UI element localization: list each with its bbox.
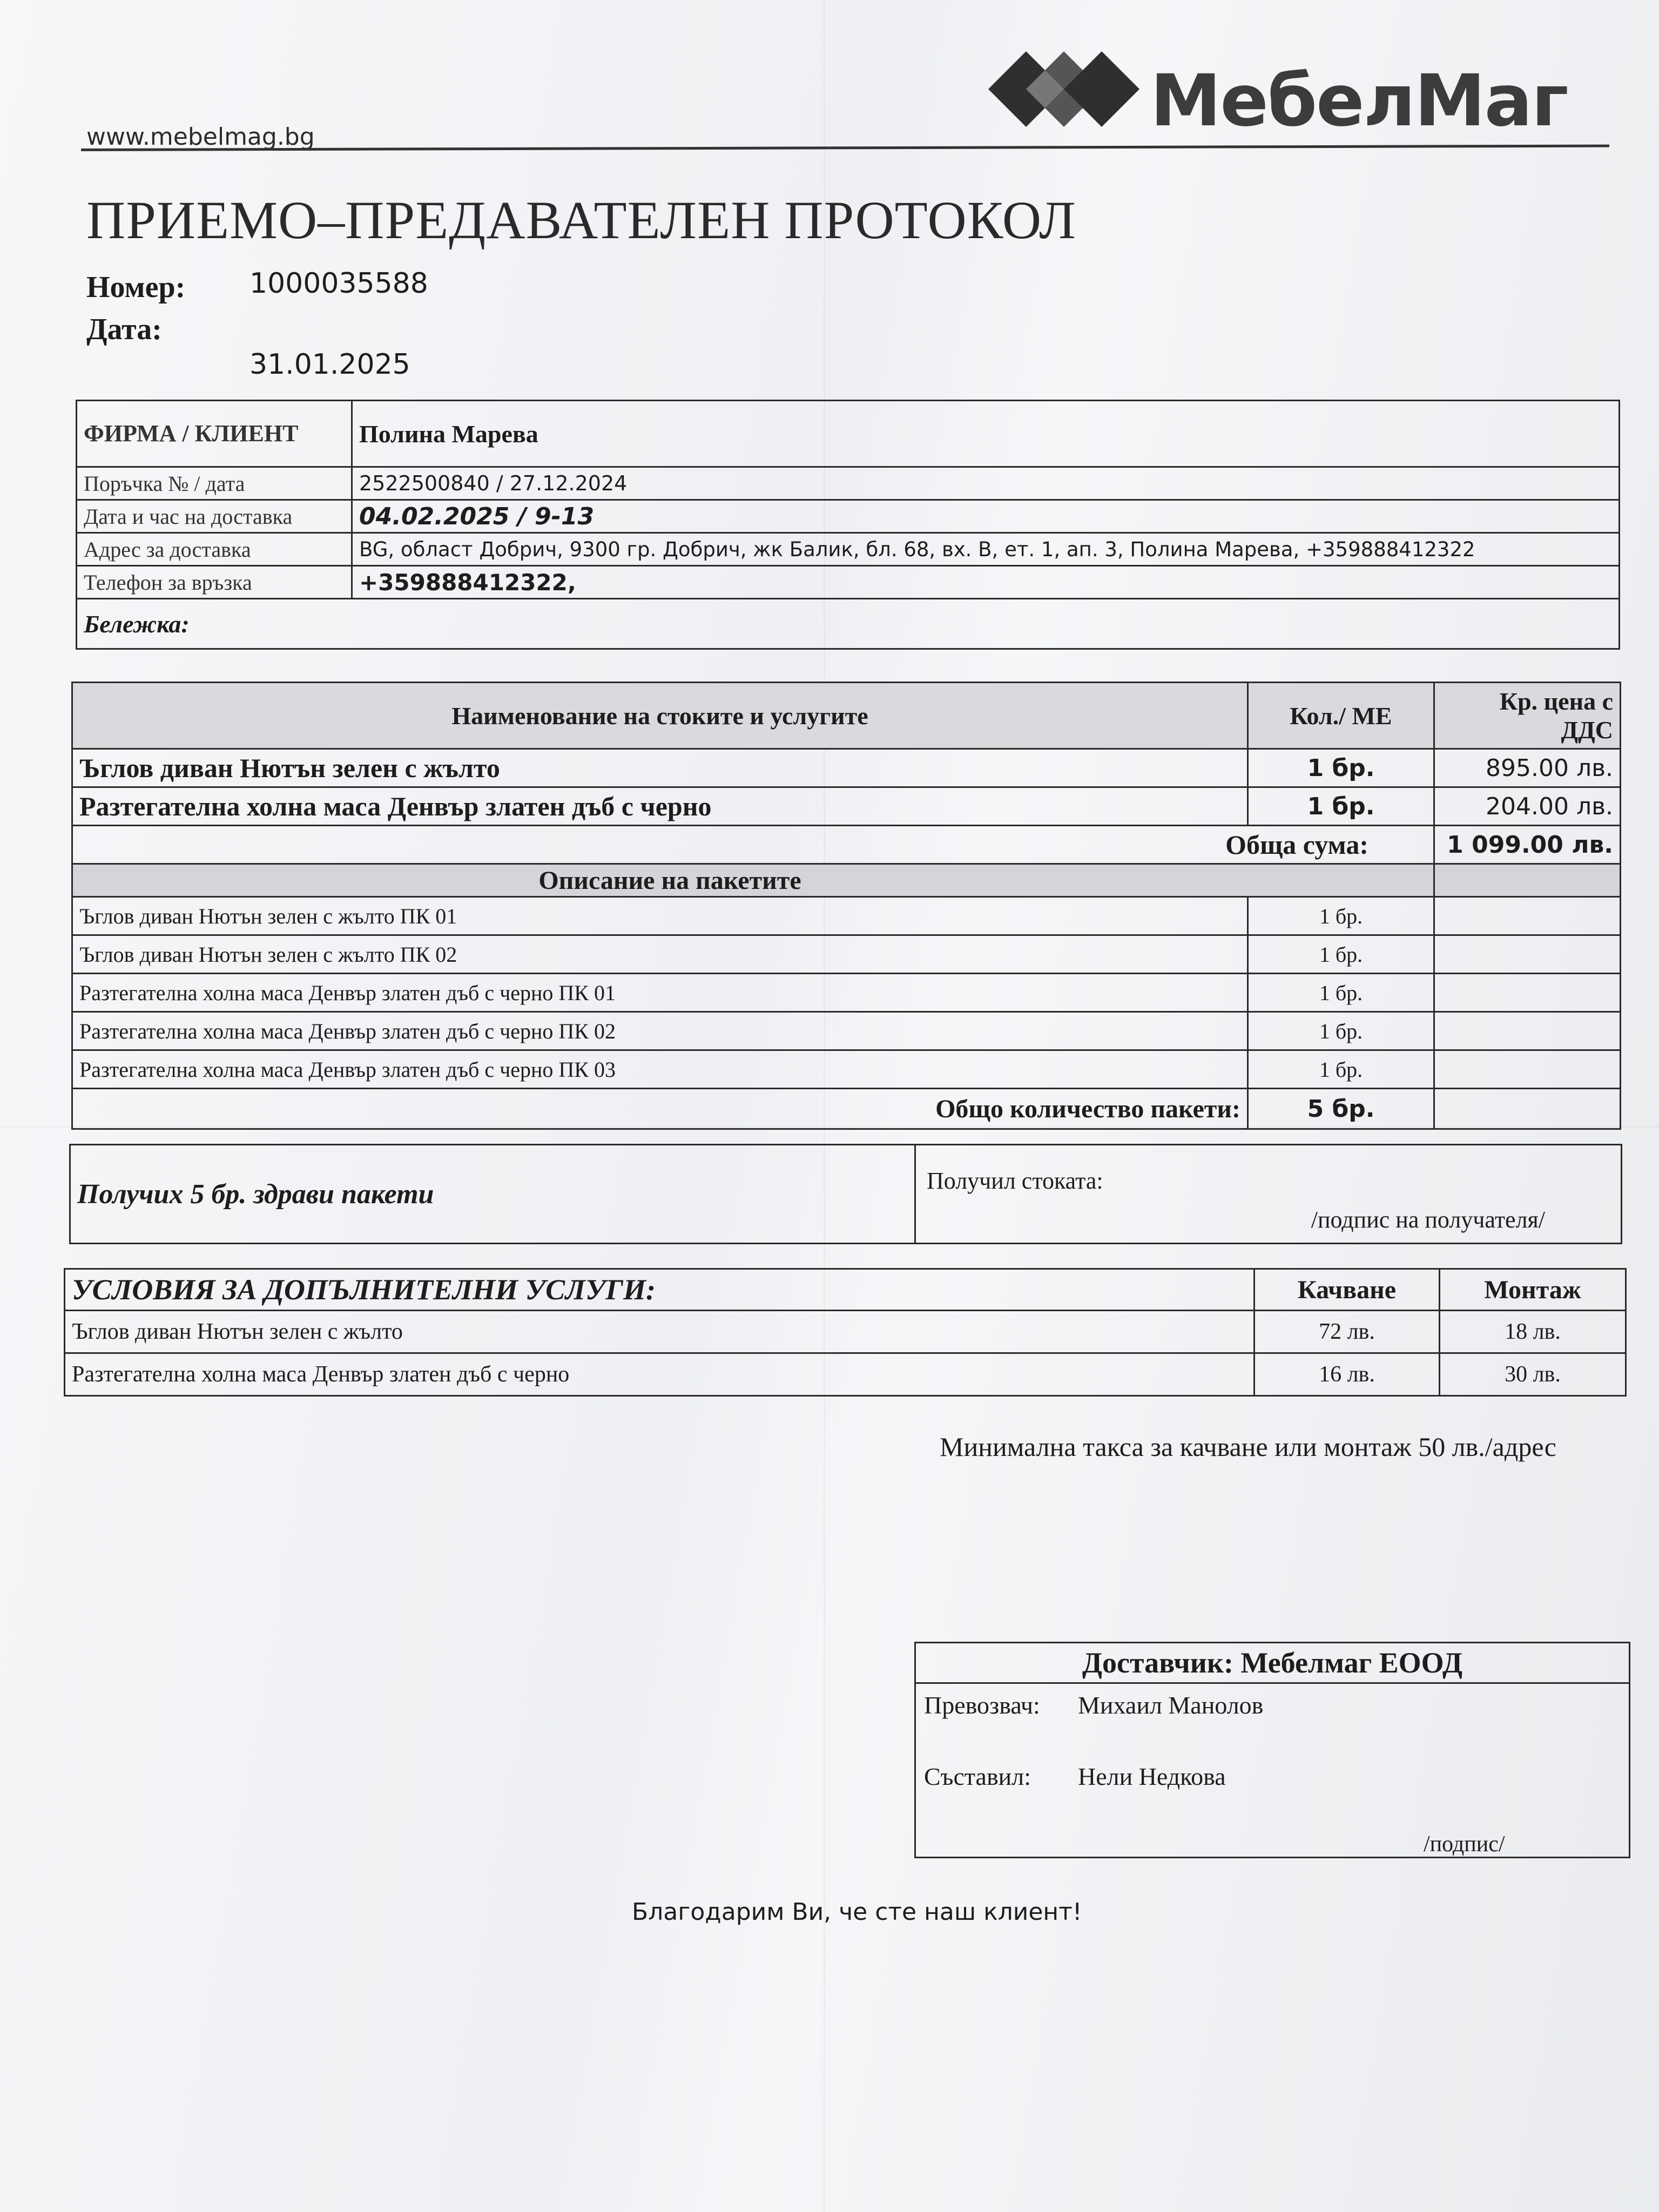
package-blank bbox=[1434, 897, 1621, 935]
packages-title: Описание на пакетите bbox=[72, 864, 1434, 897]
package-blank bbox=[1434, 935, 1621, 974]
goods-name-header: Наименование на стоките и услугите bbox=[72, 683, 1248, 749]
phone-row bbox=[77, 566, 1620, 599]
extra-service-name: Ъглов диван Нютън зелен с жълто bbox=[65, 1311, 1255, 1353]
packages-total-label: Общо количество пакети: bbox=[72, 1089, 1248, 1129]
goods-item-price: 204.00 лв. bbox=[1434, 787, 1621, 826]
client-label: ФИРМА / КЛИЕНТ bbox=[77, 401, 352, 467]
document-title: ПРИЕМО–ПРЕДАВАТЕЛЕН ПРОТОКОЛ bbox=[86, 190, 1076, 250]
package-name: Разтегателна холна маса Денвър златен дъб с черно ПК 01 bbox=[72, 974, 1248, 1012]
packages-title-row bbox=[72, 864, 1621, 897]
note-row bbox=[77, 599, 1620, 649]
address-label: Адрес за доставка bbox=[77, 533, 352, 566]
goods-table bbox=[71, 682, 1621, 1130]
extra-service-row bbox=[65, 1311, 1626, 1353]
extra-services-title: УСЛОВИЯ ЗА ДОПЪЛНИТЕЛНИ УСЛУГИ: bbox=[65, 1269, 1255, 1311]
package-qty: 1 бр. bbox=[1248, 897, 1434, 935]
address-row bbox=[77, 533, 1620, 566]
package-name: Ъглов диван Нютън зелен с жълто ПК 01 bbox=[72, 897, 1248, 935]
extra-service-name: Разтегателна холна маса Денвър златен дъб с черно bbox=[65, 1353, 1255, 1396]
carrier-name: Михаил Манолов bbox=[1078, 1691, 1264, 1719]
lift-price: 16 лв. bbox=[1255, 1353, 1440, 1396]
lift-header: Качване bbox=[1255, 1269, 1440, 1311]
package-row bbox=[72, 897, 1621, 935]
carrier-label: Превозвач: bbox=[924, 1691, 1040, 1719]
number-label: Номер: bbox=[86, 271, 186, 304]
goods-item-name: Разтегателна холна маса Денвър златен дъб с черно bbox=[72, 787, 1248, 826]
delivery-time-row bbox=[77, 500, 1620, 533]
document-date: 31.01.2025 bbox=[249, 348, 410, 381]
logo-diamond-icon bbox=[988, 49, 1139, 130]
packages-total-blank bbox=[1434, 1089, 1621, 1129]
packages-total-value: 5 бр. bbox=[1248, 1089, 1434, 1129]
goods-total-value: 1 099.00 лв. bbox=[1434, 826, 1621, 864]
website-url: www.mebelmag.bg bbox=[86, 123, 315, 151]
address-value: BG, област Добрич, 9300 гр. Добрич, жк Балик, бл. 68, вх. В, ет. 1, ап. 3, Полина Марева, +359888412322 bbox=[352, 533, 1620, 566]
package-qty: 1 бр. bbox=[1248, 974, 1434, 1012]
lift-price: 72 лв. bbox=[1255, 1311, 1440, 1353]
delivery-time-value: 04.02.2025 / 9-13 bbox=[352, 500, 1620, 533]
date-label: Дата: bbox=[86, 313, 162, 346]
recipient-signature-hint: /подпис на получателя/ bbox=[1311, 1206, 1545, 1233]
package-qty: 1 бр. bbox=[1248, 935, 1434, 974]
logo-wordmark: МебелМаг bbox=[1150, 59, 1568, 143]
order-value: 2522500840 / 27.12.2024 bbox=[352, 467, 1620, 500]
assembly-price: 30 лв. bbox=[1440, 1353, 1626, 1396]
goods-total-row bbox=[72, 826, 1621, 864]
client-info-table bbox=[76, 400, 1620, 650]
extra-services-table bbox=[64, 1268, 1627, 1397]
package-name: Разтегателна холна маса Денвър златен дъб с черно ПК 03 bbox=[72, 1050, 1248, 1089]
received-packages-text: Получих 5 бр. здрави пакети bbox=[70, 1145, 915, 1244]
phone-label: Телефон за връзка bbox=[77, 566, 352, 599]
assembly-header: Монтаж bbox=[1440, 1269, 1626, 1311]
package-name: Разтегателна холна маса Денвър златен дъб с черно ПК 02 bbox=[72, 1012, 1248, 1050]
packages-title-blank bbox=[1434, 864, 1621, 897]
receipt-box bbox=[69, 1144, 1622, 1244]
received-goods-label: Получил стоката: bbox=[927, 1168, 1103, 1194]
goods-row bbox=[72, 749, 1621, 787]
order-label: Поръчка № / дата bbox=[77, 467, 352, 500]
order-row bbox=[77, 467, 1620, 500]
package-name: Ъглов диван Нютън зелен с жълто ПК 02 bbox=[72, 935, 1248, 974]
package-blank bbox=[1434, 974, 1621, 1012]
goods-price-header: Кр. цена с ДДС bbox=[1434, 683, 1621, 749]
assembly-price: 18 лв. bbox=[1440, 1311, 1626, 1353]
delivery-time-label: Дата и час на доставка bbox=[77, 500, 352, 533]
extra-service-row bbox=[65, 1353, 1626, 1396]
goods-qty-header: Кол./ МЕ bbox=[1248, 683, 1434, 749]
client-row bbox=[77, 401, 1620, 467]
compiled-by-name: Нели Недкова bbox=[1078, 1763, 1226, 1790]
goods-item-price: 895.00 лв. bbox=[1434, 749, 1621, 787]
document-number: 1000035588 bbox=[249, 267, 428, 300]
package-blank bbox=[1434, 1050, 1621, 1089]
packages-total-row bbox=[72, 1089, 1621, 1129]
goods-item-qty: 1 бр. bbox=[1248, 787, 1434, 826]
minimum-fee-note: Минимална такса за качване или монтаж 50 лв./адрес bbox=[940, 1432, 1556, 1462]
package-blank bbox=[1434, 1012, 1621, 1050]
note-label: Бележка: bbox=[77, 599, 1620, 649]
package-row bbox=[72, 935, 1621, 974]
package-qty: 1 бр. bbox=[1248, 1050, 1434, 1089]
goods-row bbox=[72, 787, 1621, 826]
supplier-title: Доставчик: Мебелмаг ЕООД bbox=[916, 1643, 1629, 1684]
package-row bbox=[72, 974, 1621, 1012]
package-row bbox=[72, 1050, 1621, 1089]
goods-item-name: Ъглов диван Нютън зелен с жълто bbox=[72, 749, 1248, 787]
goods-header-row bbox=[72, 683, 1621, 749]
client-name: Полина Марева bbox=[352, 401, 1620, 467]
phone-value: +359888412322, bbox=[352, 566, 1620, 599]
mebelmag-logo bbox=[988, 49, 1572, 143]
goods-item-qty: 1 бр. bbox=[1248, 749, 1434, 787]
package-qty: 1 бр. bbox=[1248, 1012, 1434, 1050]
package-row bbox=[72, 1012, 1621, 1050]
compiled-by-label: Съставил: bbox=[924, 1763, 1031, 1790]
supplier-signature-hint: /подпис/ bbox=[1424, 1832, 1505, 1857]
supplier-box bbox=[914, 1642, 1630, 1858]
receipt-row bbox=[70, 1145, 1622, 1244]
extra-services-header-row bbox=[65, 1269, 1626, 1311]
goods-total-label: Обща сума: bbox=[72, 826, 1434, 864]
thank-you-note: Благодарим Ви, че сте наш клиент! bbox=[632, 1898, 1082, 1926]
signature-area bbox=[915, 1145, 1622, 1244]
